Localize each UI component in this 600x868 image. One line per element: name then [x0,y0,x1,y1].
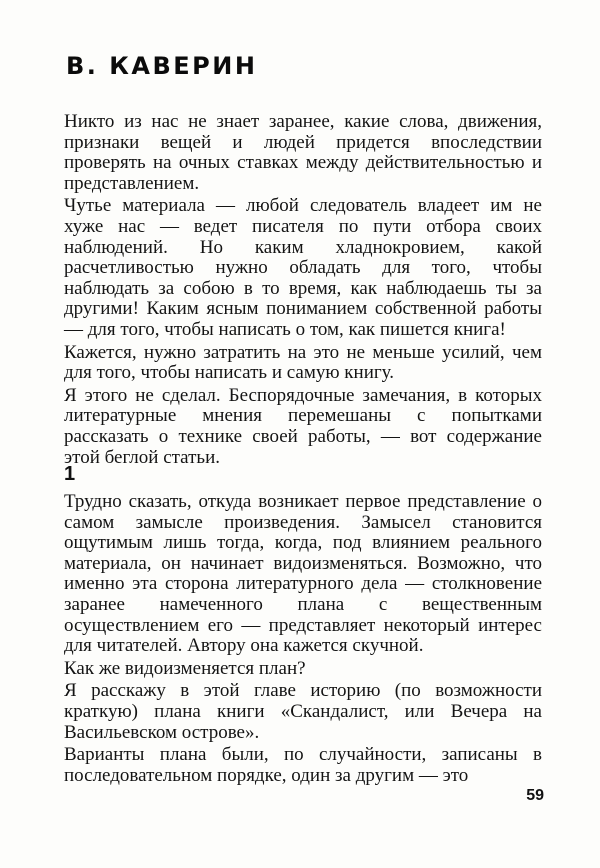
intro-paragraph: Никто из нас не знает заранее, какие слова, движения, признаки вещей и людей придется впоследствии проверять на очных ставках между действительностью и представлением. [64,111,542,194]
section-paragraph: Как же видоизменяется план? [64,657,306,679]
intro-text [64,112,542,468]
section-number: 1 [64,463,76,485]
author-heading: В. КАВЕРИН [66,52,258,80]
intro-paragraph: Я этого не сделал. Беспорядочные замечания, в которых литературные мнения перемешаны с попытками рассказать о технике своей работы, — вот содержание этой беглой статьи. [64,384,542,468]
section-paragraph: Варианты плана были, по случайности, записаны в последовательном порядке, один за другим — это [64,744,542,786]
section-paragraph: Трудно сказать, откуда возникает первое представление о самом замысле произведения. Замысел становится ощутимым лишь тогда, когда, под влиянием реального материала, он начинает видоизменяться. Возможно, что именно эта сторона литературного дела — столкновение заранее намеченного плана с вещественным осуществлением его — представляет некоторый интерес для читателей. Автору она кажется скучной. [64,491,542,657]
section-paragraph: Я расскажу в этой главе историю (по возможности краткую) плана книги «Скандалист, или Вечера на Васильевском острове». [64,680,542,743]
page-number: 59 [526,787,544,804]
section-text [64,492,542,786]
intro-paragraph: Чутье материала — любой следователь владеет им не хуже нас — ведет писателя по пути отбора своих наблюдений. Но каким хладнокровием, какой расчетливостью нужно обладать для того, чтобы наблюдать за собою в то время, как наблюдаешь ты за другими! Каким ясным пониманием собственной работы — для того, чтобы написать о том, как пишется книга! [64,195,542,340]
intro-paragraph: Кажется, нужно затратить на это не меньше усилий, чем для того, чтобы написать и самую книгу. [64,341,542,384]
